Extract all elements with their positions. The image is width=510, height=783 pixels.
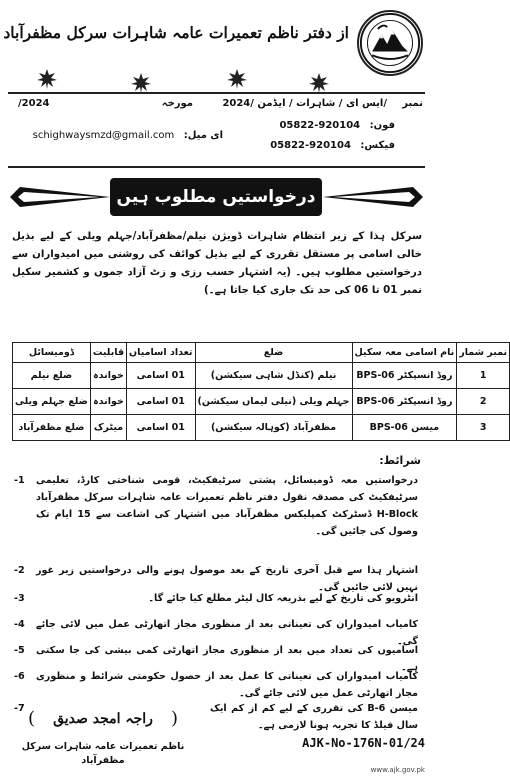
table-cell: 01 اسامی — [127, 389, 195, 415]
condition-item — [10, 668, 424, 702]
condition-number: -6 — [14, 671, 25, 682]
leaf-icon — [226, 68, 248, 90]
table-cell: نیلم (کنڈل شاہی سیکشن) — [195, 363, 352, 389]
email-label: ای میل: — [183, 130, 223, 141]
table-cell: میسن BPS-06 — [352, 415, 457, 441]
condition-number: -5 — [14, 645, 25, 656]
table-cell: روڈ انسپکٹر BPS-06 — [352, 389, 457, 415]
condition-text: اشتہار ہذا سے قبل آخری تاریخ کے بعد موصول ہونے والی درخواستیں زیر غور نہیں لائی جائیں گی۔ — [36, 565, 418, 593]
table-cell: خواندہ — [90, 389, 126, 415]
fax-number: 05822-920104 — [270, 140, 351, 151]
condition-item — [10, 472, 424, 540]
close-paren: ) — [28, 708, 36, 729]
table-cell: 2 — [457, 389, 510, 415]
condition-text: اسامیوں کی تعداد میں بعد از منظوری مجاز اتھارٹی کمی بیشی کی جا سکتی ہے۔ — [36, 645, 418, 673]
table-cell: روڈ انسپکٹر BPS-06 — [352, 363, 457, 389]
vacancy-table — [12, 342, 510, 441]
condition-item — [10, 590, 424, 607]
condition-number: -3 — [14, 593, 25, 604]
email-link[interactable]: schighwaysmzd@gmail.com — [32, 130, 175, 141]
table-row — [13, 415, 510, 441]
open-paren: ( — [170, 708, 178, 729]
leaf-icon — [36, 68, 58, 90]
table-cell: 1 — [457, 363, 510, 389]
ajk-ad-number: AJK-No-176N-01/24 — [302, 736, 425, 750]
condition-text: انٹرویو کی تاریخ کے لیے بذریعہ کال لیٹر مطلع کیا جائے گا۔ — [148, 593, 418, 604]
phone-row — [279, 120, 395, 131]
condition-number: -2 — [14, 565, 25, 576]
header-divider — [8, 92, 425, 94]
condition-text: درخواستیں معہ ڈومیسائل، پشتی سرٹیفکیٹ، قومی شناختی کارڈ، تعلیمی سرٹیفکیٹ کی مصدقہ نقول دفتر ناظم تعمیرات عامہ شاہرات سرکل مظفرآباد H-Block ڈسٹرکٹ کمپلیکس مظفرآباد میں اشتہار کی اشاعت سے 15 ایام تک وصول کی جائیں گی۔ — [36, 475, 418, 537]
leaf-icon — [308, 72, 330, 94]
table-row — [13, 389, 510, 415]
signatory-name-box — [28, 704, 178, 734]
table-cell: 3 — [457, 415, 510, 441]
table-cell: ضلع مظفرآباد — [13, 415, 91, 441]
ajk-emblem-icon — [357, 10, 423, 76]
condition-text: میسن B-6 کی تقرری کے لیے کم از کم ایک سال فیلڈ کا تجربہ ہونا لازمی ہے۔ — [210, 703, 418, 731]
table-row — [13, 363, 510, 389]
table-cell: مظفرآباد (کوہالہ سیکشن) — [195, 415, 352, 441]
intro-paragraph: سرکل ہذا کے زیر انتظام شاہرات ڈویژن نیلم/مظفرآباد/جہلم ویلی کے لیے بذیل خالی اسامی پر مستقل تقرری کے لیے بذیل کوائف کی روشنی میں امیدواران سے درخواستیں مطلوب ہیں۔ (یہ اشتہار حسب رزی و زٹ آزاد جموں و کشمیر سکیل نمبر 01 تا 06 کی حد تک جاری کیا جاتا ہے۔) — [12, 231, 422, 296]
table-cell: ضلع نیلم — [13, 363, 91, 389]
letterhead — [3, 8, 425, 90]
office-title: از دفتر ناظم تعمیرات عامہ شاہرات سرکل مظفرآباد — [3, 23, 349, 42]
contact-divider — [8, 166, 425, 168]
condition-number: -4 — [14, 619, 25, 630]
column-header: تعداد اسامیاں — [127, 343, 195, 363]
fax-label: فیکس: — [360, 140, 395, 151]
table-cell: ضلع جہلم ویلی — [13, 389, 91, 415]
banner-ornament-right — [323, 185, 423, 209]
reference-text: /ایس ای / شاہرات / ایڈمن /2024 — [222, 98, 387, 109]
date-value: /2024 — [18, 98, 50, 109]
email-row — [33, 130, 223, 141]
condition-text: کامیاب امیدواران کی تعیناتی کا عمل بعد از حصول حکومتی شرائط و منظوری مجاز اتھارٹی عمل میں لائی جائے گی۔ — [36, 671, 418, 699]
column-header: ضلع — [195, 343, 352, 363]
leaf-icon — [130, 72, 152, 94]
column-header: قابلیت — [90, 343, 126, 363]
condition-number: -1 — [14, 475, 25, 486]
table-cell: میٹرک — [90, 415, 126, 441]
column-header: نام اسامی معہ سکیل — [352, 343, 457, 363]
conditions-heading: شرائط: — [379, 454, 421, 467]
reference-line — [10, 96, 423, 116]
phone-label: فون: — [369, 120, 395, 131]
fax-row — [270, 140, 395, 151]
table-cell: جہلم ویلی (نیلی لیماں سیکشن) — [195, 389, 352, 415]
banner-ornament-left — [10, 185, 110, 209]
phone-number: 05822-920104 — [279, 120, 361, 131]
table-cell: 01 اسامی — [127, 415, 195, 441]
signatory-title: ناظم تعمیرات عامہ شاہرات سرکل مظفرآباد — [21, 741, 185, 766]
table-header-row — [13, 343, 510, 363]
column-header: ڈومیسائل — [13, 343, 91, 363]
website-watermark[interactable]: www.ajk.gov.pk — [370, 766, 425, 774]
number-label: نمبر — [402, 98, 423, 109]
signatory-name: راجہ امجد صدیق — [53, 711, 153, 727]
contact-block — [10, 118, 423, 164]
condition-text: کامیاب امیدواران کی تعیناتی بعد از منظوری مجاز اتھارٹی عمل میں لائی جائے گی۔ — [36, 619, 418, 647]
table-cell: خواندہ — [90, 363, 126, 389]
column-header: نمبر شمار — [457, 343, 510, 363]
applications-wanted-banner: درخواستیں مطلوب ہیں — [110, 178, 322, 216]
dated-label: مورخہ — [161, 98, 193, 109]
condition-number: -7 — [14, 703, 25, 714]
table-cell: 01 اسامی — [127, 363, 195, 389]
